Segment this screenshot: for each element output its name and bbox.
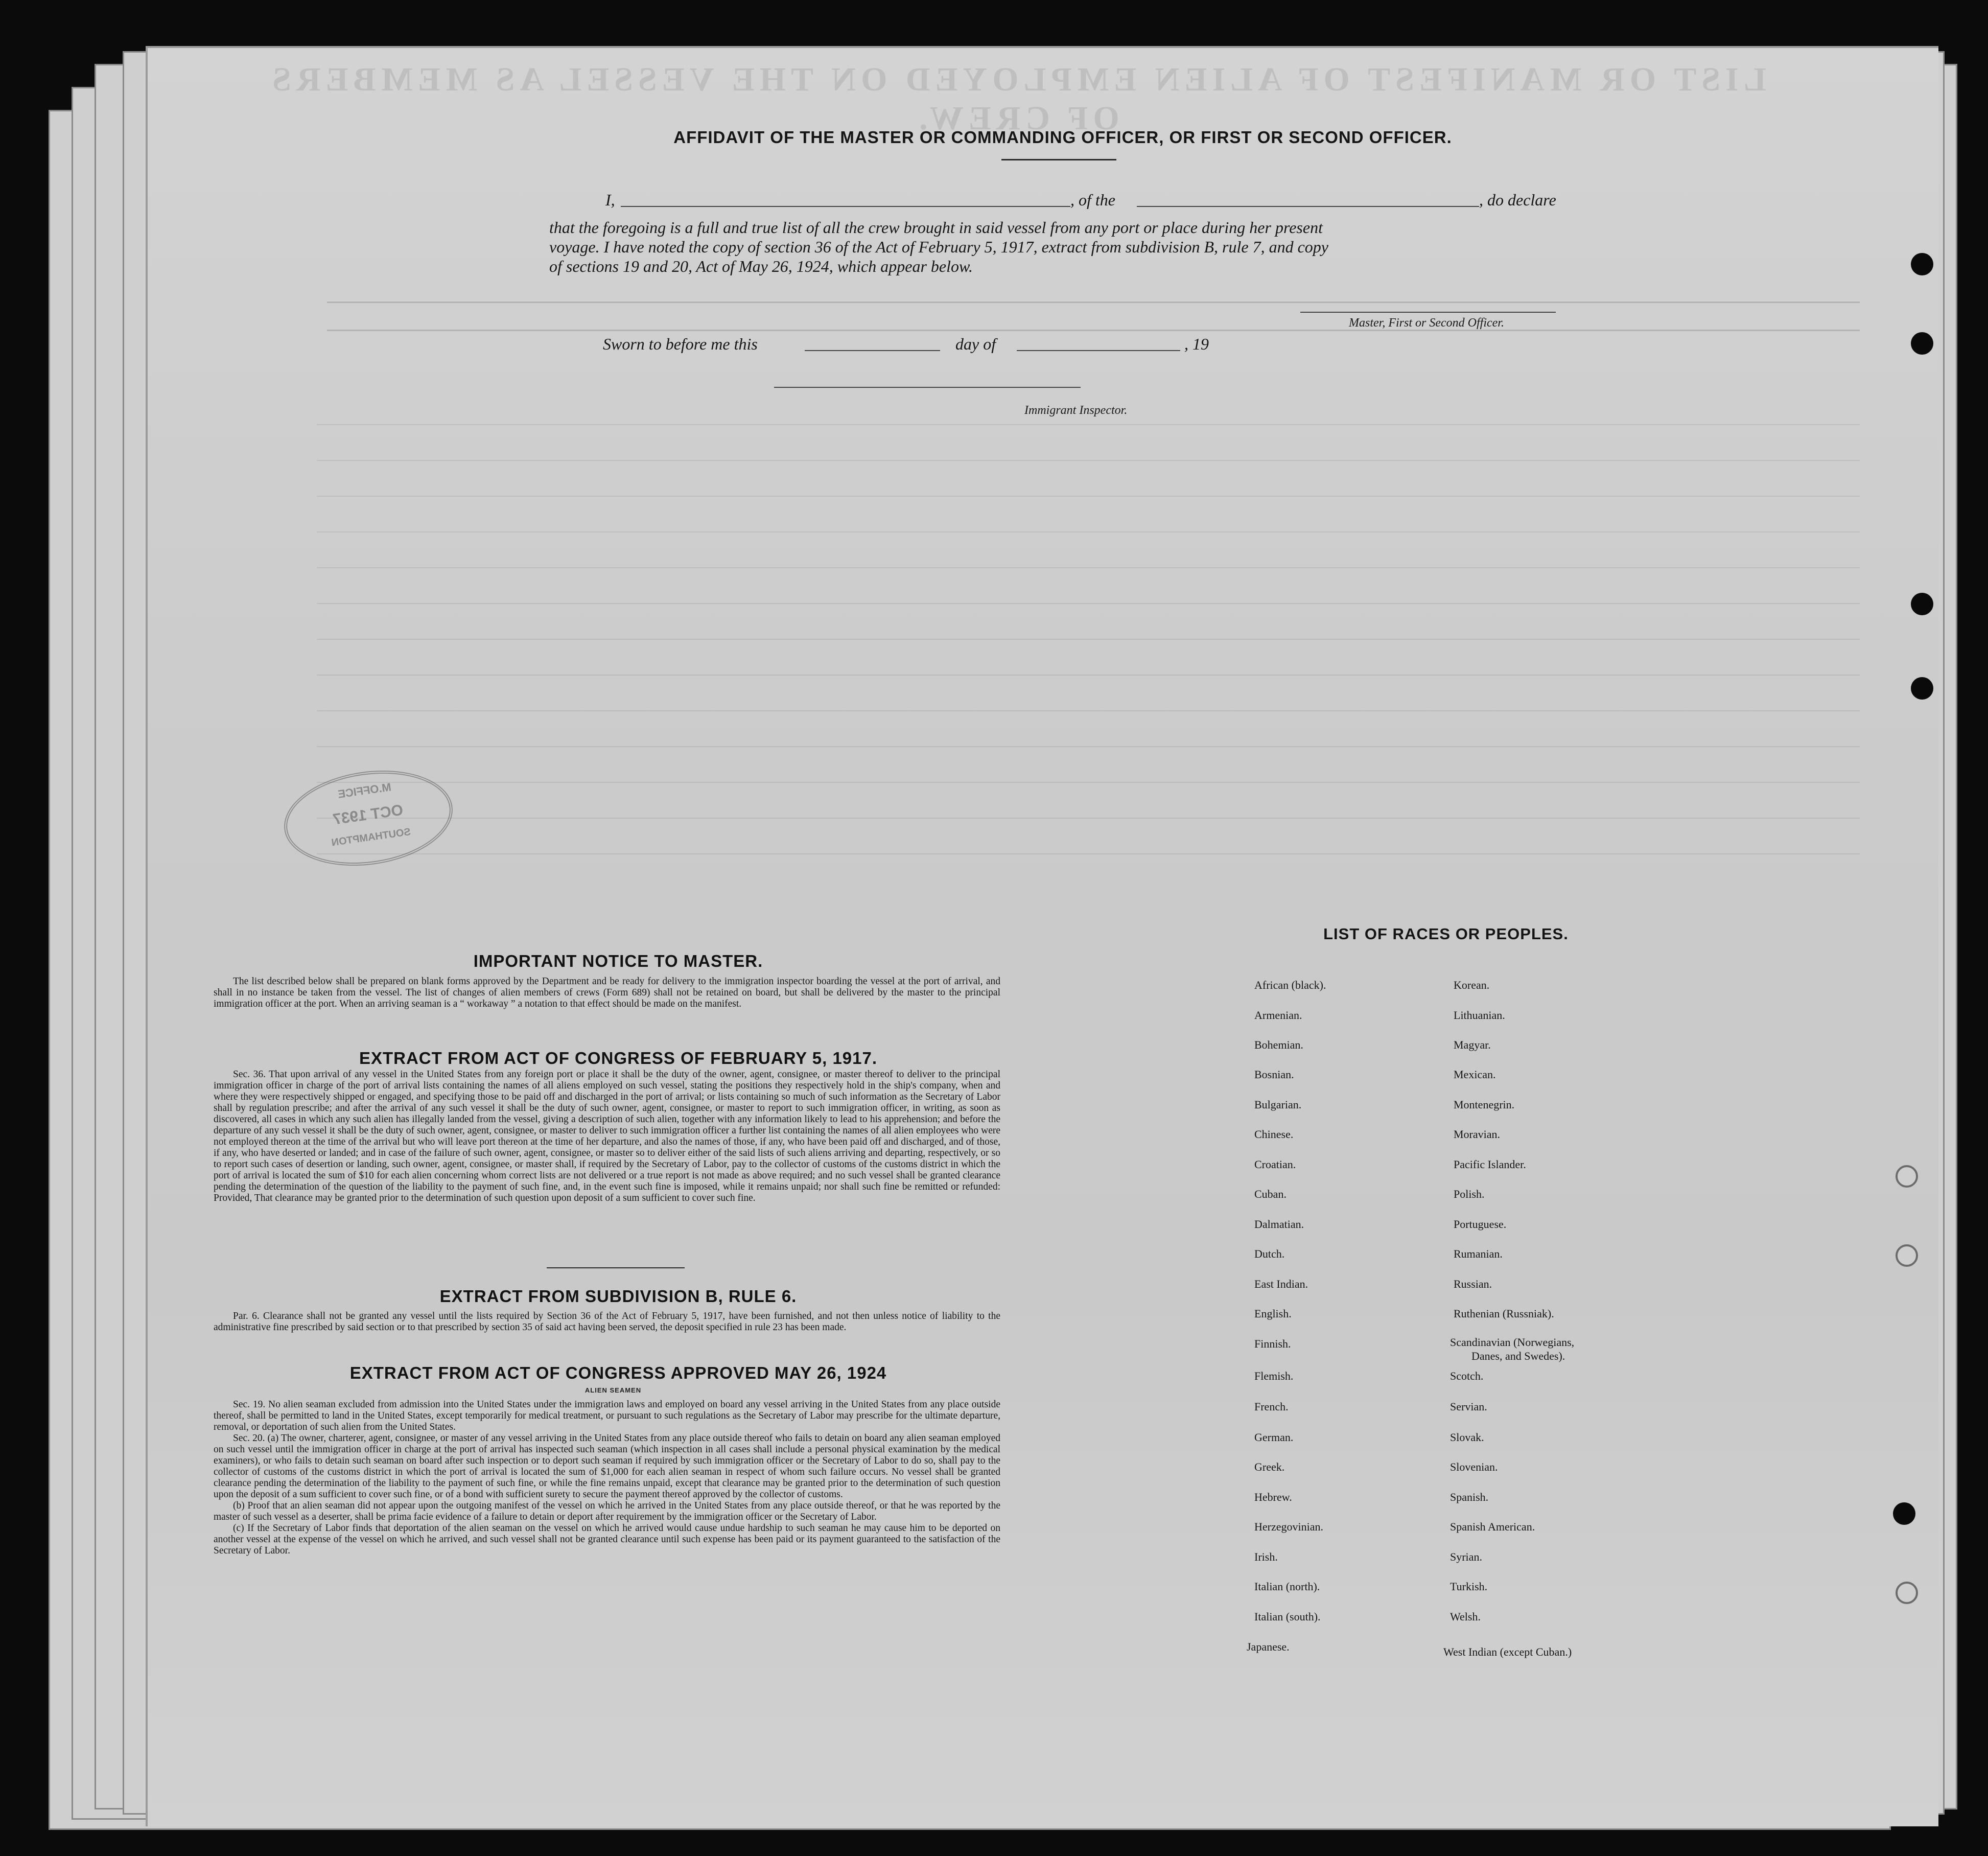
stamp-line-1: M.OFFICE [337,780,392,801]
sworn-day-line [805,350,940,351]
bleed-through-row [317,639,1860,640]
binding-hole [1896,1165,1918,1188]
affidavit-line-2: that the foregoing is a full and true list of all the crew brought in said vessel from any port or place during her present [549,218,1323,237]
race-item: Syrian. [1450,1550,1482,1563]
extract-1917-text [214,1069,1000,1204]
race-item: West Indian (except Cuban.) [1443,1645,1572,1658]
bleed-through-rows [317,393,1860,904]
race-item: Mexican. [1454,1068,1496,1081]
sworn-month-line [1017,350,1180,351]
race-item: Flemish. [1254,1370,1294,1382]
race-item: Japanese. [1247,1640,1290,1653]
bleed-through-row [317,603,1860,604]
sworn-prefix: Sworn to before me this [603,335,758,353]
race-item: Armenian. [1254,1009,1302,1022]
race-item: Korean. [1454,979,1490,991]
race-item: Scandinavian (Norwegians, [1450,1336,1575,1349]
race-item: Danes, and Swedes). [1471,1350,1565,1362]
bleed-through-row [317,818,1860,819]
race-item: Magyar. [1454,1038,1491,1051]
race-item: Lithuanian. [1454,1009,1505,1022]
binding-hole [1911,677,1933,700]
affidavit-line-3: voyage. I have noted the copy of section 36 of the Act of February 5, 1917, extract from subdivision B, rule 7, and copy [549,238,1328,256]
extract-rule6-text [214,1311,1000,1333]
race-item: Spanish. [1450,1491,1489,1503]
race-item: English. [1254,1307,1292,1320]
affidavit-declare-label: , do declare [1479,191,1556,209]
affidavit-line-4: of sections 19 and 20, Act of May 26, 1924, which appear below. [549,257,973,275]
extract-1917-paragraph: Sec. 36. That upon arrival of any vessel in the United States from any foreign port or place it shall be the duty of the owner, agent, consignee, or master thereof to deliver to the principal immigration officer in charge of the port of arrival lists containing the names of all aliens employed on such vessel, stating the positions they respectively hold in the ship's company, when and where they were respectively shipped or engaged, and specifying those to be paid off and discharged in the port of arrival; or lists containing so much of such information as the Secretary of Labor shall by regulation prescribe; and after the arrival of any such vessel it shall be the duty of such owner, agent, consignee, or master to report to such immigration officer, in writing, as soon as discovered, all cases in which any such alien has illegally landed from the vessel, giving a description of such alien, together with any information likely to lead to his apprehension; and before the departure of any such vessel it shall be the duty of such owner, agent, consignee, or master to deliver to such immigration officer a further list containing the names of all alien employees who were not employed thereon at the time of the arrival but who will leave port thereon at the time of her departure, and also the names of those, if any, who have been paid off and discharged, and of those, if any, who have deserted or landed; and in case of the failure of such owner, agent, consignee, or master so to deliver either of the said lists of such aliens arriving and departing, respectively, or so to report such cases of desertion or landing, such owner, agent, consignee, or master shall, if required by the Secretary of Labor, pay to the collector of customs of the customs district in which the port of arrival is located the sum of $10 for each alien concerning whom correct lists are not delivered or a true report is not made as above required; and no such vessel shall be granted clearance pending the determination of the question of the liability to the payment of such fine, and, in the event such fine is imposed, while it remains unpaid; nor shall such fine be remitted or refunded: Provided, That clearance may be granted prior to the determination of such question upon deposit of a sum sufficient to cover such fine. [214,1069,1000,1203]
race-item: Montenegrin. [1454,1098,1515,1111]
binding-hole [1893,1502,1915,1525]
race-item: Spanish American. [1450,1520,1535,1533]
race-item: African (black). [1254,979,1326,991]
race-item: Rumanian. [1454,1247,1503,1260]
binding-hole [1911,332,1933,355]
sworn-year: , 19 [1184,335,1209,353]
bleed-through-row [317,746,1860,747]
race-item: Turkish. [1450,1580,1488,1593]
race-item: Herzegovinian. [1254,1520,1323,1533]
race-item: East Indian. [1254,1278,1308,1290]
section-19-paragraph: Sec. 19. No alien seaman excluded from admission into the United States under the immigration laws and employed on board any vessel arriving in the United States from any place outside thereof, shall be permitted to land in the United States, except temporarily for medical treatment, or pursuant to such regulations as the Secretary of Labor may prescribe for the ultimate departure, removal, or deportation of such alien from the United States. [214,1399,1000,1432]
notice-paragraph: The list described below shall be prepared on blank forms approved by the Department and be ready for delivery to the immigration inspector boarding the vessel at the port of arrival, and shall in no instance be taken from the vessel. The list of changes of alien members of crews (Form 689) shall not be retained on board, but shall be delivered by the master to the principal immigration officer at the port. When an arriving seaman is a “ workaway ” a notation to that effect should be made on the manifest. [214,976,1000,1009]
bleed-through-row [317,460,1860,461]
affidavit-i-label: I, [605,191,615,209]
race-item: Irish. [1254,1550,1278,1563]
binding-hole [1911,253,1933,275]
section-20a-paragraph: Sec. 20. (a) The owner, charterer, agent, consignee, or master of any vessel arriving in the United States from any place outside thereof who fails to detain on board any alien seaman employed on such vessel until the immigration officer in charge at the port of arrival has inspected such seaman (which inspection in all cases shall include a personal physical examination by the medical examiners), or who fails to detain such seaman on board after such inspection or to deport such seaman if required by such immigration officer or the Secretary of Labor to do so, shall pay to the collector of customs of the customs district in which the port of arrival is located the sum of $1,000 for each alien seaman in respect of whom such failure occurs. No vessel shall be granted clearance pending the determination of the liability to the payment of such fine, or while the fine remains unpaid, except that clearance may be granted prior to the determination of such question upon the deposit of a sum sufficient to cover such fine, or of a bond with sufficient surety to secure the payment thereof approved by the collector of customs. [214,1433,1000,1500]
race-item: French. [1254,1400,1289,1413]
race-item: Italian (south). [1254,1610,1321,1623]
bleed-through-row [317,782,1860,783]
extract-rule6-paragraph: Par. 6. Clearance shall not be granted any vessel until the lists required by Section 36 of the Act of February 5, 1917, have been furnished, and not then unless notice of liability to the administrative fine prescribed by said section or to that prescribed by section 35 of said act having been served, the deposit specified in rule 23 has been made. [214,1311,1000,1333]
affidavit-of-the-label: , of the [1070,191,1115,209]
bleed-through-heading: LIST OR MANIFEST OF ALIEN EMPLOYED ON THE VESSEL AS MEMBERS OF CREW. [267,61,1766,137]
inspector-label: Immigrant Inspector. [1024,404,1128,417]
stamp-line-3: SOUTHAMPTON [331,826,412,849]
race-item: Bosnian. [1254,1068,1294,1081]
races-title: LIST OF RACES OR PEOPLES. [1323,925,1569,943]
race-item: Cuban. [1254,1188,1287,1200]
race-item: Portuguese. [1454,1218,1507,1231]
binding-hole [1896,1582,1918,1604]
race-item: Croatian. [1254,1158,1296,1171]
race-item: Servian. [1450,1400,1487,1413]
stamp-line-2: OCT 1937 [332,801,404,828]
race-item: Welsh. [1450,1610,1481,1623]
master-signature-line [1300,312,1556,313]
bleed-through-row [317,567,1860,568]
bleed-through-row [317,496,1860,497]
affidavit-title: AFFIDAVIT OF THE MASTER OR COMMANDING OFFICER, OR FIRST OR SECOND OFFICER. [673,128,1452,147]
race-item: Ruthenian (Russniak). [1454,1307,1554,1320]
race-item: Finnish. [1254,1337,1291,1350]
race-item: Dutch. [1254,1247,1285,1260]
sworn-day-of: day of [955,335,996,353]
race-item: Slovenian. [1450,1460,1498,1473]
race-item: German. [1254,1431,1294,1444]
notice-text [214,976,1000,1010]
inspector-signature-line [774,387,1081,388]
race-item: Polish. [1454,1188,1485,1200]
race-item: Slovak. [1450,1431,1484,1444]
extract-1917-title: EXTRACT FROM ACT OF CONGRESS OF FEBRUARY 5, 1917. [359,1049,878,1068]
race-item: Scotch. [1450,1370,1484,1382]
race-item: Greek. [1254,1460,1285,1473]
section-20c-paragraph: (c) If the Secretary of Labor finds that deportation of the alien seaman on the vessel on which he arrived would cause undue hardship to such seaman he may cause him to be deported on another vessel at the expense of the vessel on which he arrived, and such vessel shall not be granted clearance until such expense has been paid or its payment guaranteed to the satisfaction of the Secretary of Labor. [214,1523,1000,1556]
binding-hole [1896,1244,1918,1267]
race-item: Russian. [1454,1278,1492,1290]
bleed-through-row [317,710,1860,711]
race-item: Pacific Islander. [1454,1158,1526,1171]
bleed-through-row [317,675,1860,676]
extract-1924-text [214,1399,1000,1557]
bleed-through-line [327,301,1860,303]
race-item: Hebrew. [1254,1491,1292,1503]
section-divider [547,1267,685,1268]
bleed-through-line [327,330,1860,331]
vessel-fill-line [1137,206,1479,207]
bleed-through-row [317,531,1860,532]
race-item: Dalmatian. [1254,1218,1304,1231]
name-fill-line [621,206,1070,207]
title-underline [1001,159,1116,160]
document-page [146,46,1938,1826]
binding-hole [1911,593,1933,615]
race-item: Bulgarian. [1254,1098,1302,1111]
notice-title: IMPORTANT NOTICE TO MASTER. [473,952,763,970]
race-item: Bohemian. [1254,1038,1303,1051]
section-20b-paragraph: (b) Proof that an alien seaman did not appear upon the outgoing manifest of the vessel on which he arrived in the United States from any place outside thereof, or that he was reported by the master of such vessel as a deserter, shall be prima facie evidence of a failure to detain or deport after requirement by the immigration officer or the Secretary of Labor. [214,1500,1000,1522]
race-item: Chinese. [1254,1128,1294,1141]
bleed-through-row [317,424,1860,425]
extract-1924-title: EXTRACT FROM ACT OF CONGRESS APPROVED MAY 26, 1924 [349,1363,887,1382]
alien-seamen-subtitle: ALIEN SEAMEN [584,1386,642,1394]
race-item: Moravian. [1454,1128,1501,1141]
master-signature-label: Master, First or Second Officer. [1349,316,1504,330]
extract-rule6-title: EXTRACT FROM SUBDIVISION B, RULE 6. [439,1287,797,1306]
race-item: Italian (north). [1254,1580,1320,1593]
bleed-through-row [317,853,1860,854]
